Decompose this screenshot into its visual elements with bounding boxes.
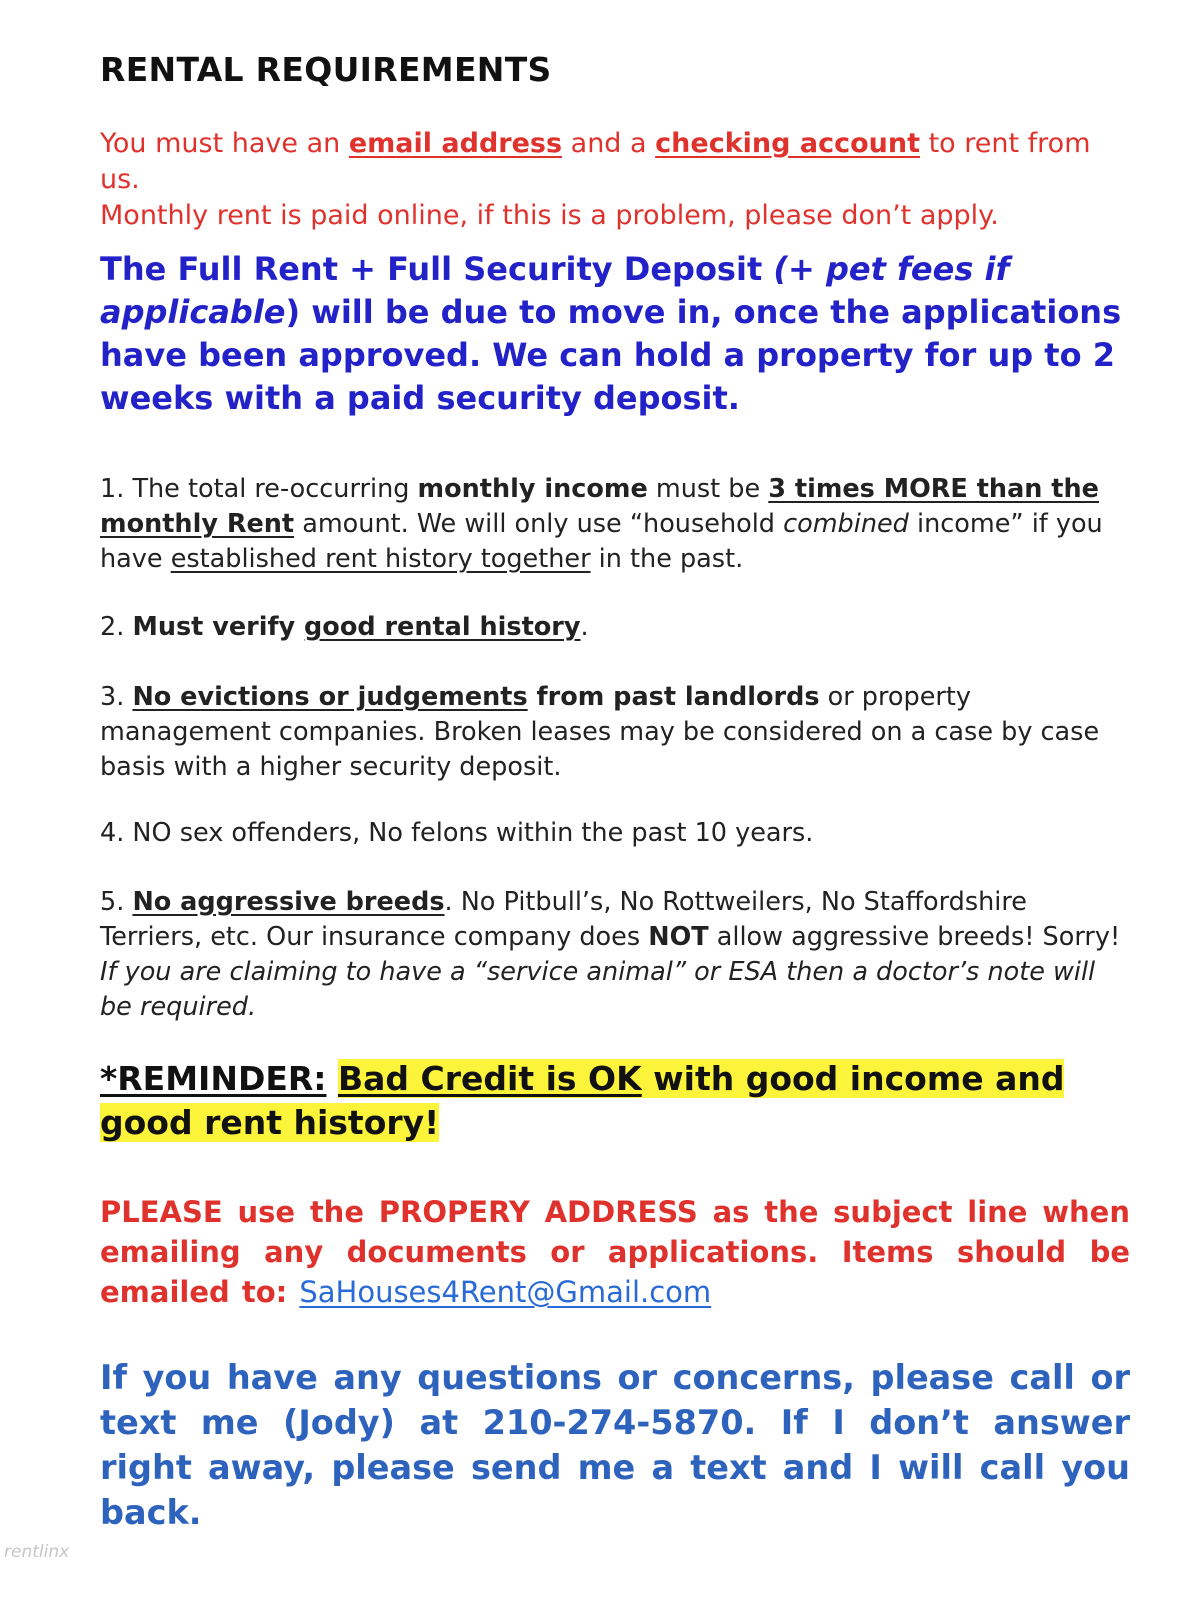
email-address-term: email address: [348, 128, 563, 159]
rule-offenders: 4. NO sex offenders, No felons within the past 10 years.: [100, 818, 814, 848]
rule-text: amount. We will only use “household: [294, 509, 784, 539]
pet-fees-note: (+ pet fees if applicable: [100, 250, 1010, 331]
deposit-text-2: ) will be due to move in, once the applications have been approved. We can hold a property for up to 2 weeks with a paid security deposit.: [100, 293, 1122, 417]
rule-text: income” if you have: [100, 509, 1103, 574]
email-link[interactable]: SaHouses4Rent@Gmail.com: [299, 1275, 712, 1309]
rule-number: 1.: [100, 474, 133, 504]
reminder-label: *REMINDER:: [100, 1059, 327, 1098]
rule-text: or property management companies. Broken leases may be considered on a case by case basis with a higher security deposit.: [100, 682, 1100, 782]
income-ratio-term: 3 times MORE than the monthly Rent: [100, 474, 1099, 539]
rule-income: [100, 472, 1130, 577]
rule-text: The total re-occurring: [132, 474, 418, 504]
rule-text: .: [580, 612, 589, 642]
evictions-term: No evictions or judgements: [132, 682, 528, 712]
intro-text-3: to rent from us.: [100, 128, 1091, 195]
checking-account-term: checking account: [655, 128, 920, 159]
rule-evictions: [100, 680, 1130, 785]
email-instructions-text: PLEASE use the PROPERY ADDRESS as the subject line when emailing any documents or applications. Items should be emailed to:: [100, 1195, 1130, 1309]
email-instructions: [100, 1192, 1130, 1312]
bad-credit-term: Bad Credit is OK: [338, 1059, 642, 1098]
reminder-banner: [100, 1057, 1130, 1145]
rule-text: allow aggressive breeds! Sorry!: [708, 922, 1121, 952]
intro-line-2: Monthly rent is paid online, if this is a problem, please don’t apply.: [100, 200, 999, 231]
watermark-logo: rentlinx: [4, 1542, 70, 1562]
rental-history-term: good rental history: [304, 612, 581, 642]
reminder-text: with good income and good rent history!: [100, 1059, 1065, 1142]
rent-history-term: established rent history together: [170, 544, 591, 574]
rule-text: must be: [647, 474, 769, 504]
intro-requirement: [100, 126, 1130, 234]
rule-number: 2.: [100, 612, 133, 642]
rule-text: . No Pitbull’s, No Rottweilers, No Staffordshire Terriers, etc. Our insurance company does: [100, 887, 1027, 952]
rule-number: 3.: [100, 682, 133, 712]
page-title: RENTAL REQUIREMENTS: [100, 50, 552, 89]
rule-rental-history: [100, 610, 1130, 645]
service-animal-note: If you are claiming to have a “service animal” or ESA then a doctor’s note will be required.: [100, 957, 1096, 1022]
rule-number: 5.: [100, 887, 133, 917]
intro-text-1: You must have an: [100, 128, 349, 159]
rule-text: in the past.: [590, 544, 744, 574]
monthly-income-term: monthly income: [417, 474, 648, 504]
rule-pets: [100, 885, 1130, 1025]
intro-text-2: and a: [562, 128, 656, 159]
rule-text: from past landlords: [527, 682, 820, 712]
deposit-text-1: The Full Rent + Full Security Deposit: [100, 250, 774, 288]
rule-text: Must verify: [132, 612, 305, 642]
reminder-space: [327, 1059, 339, 1098]
aggressive-breeds-term: No aggressive breeds: [132, 887, 445, 917]
combined-term: combined: [783, 509, 909, 539]
deposit-notice: [100, 248, 1130, 420]
not-term: NOT: [648, 922, 709, 952]
contact-info: If you have any questions or concerns, please call or text me (Jody) at 210-274-5870. If I don’t answer right away, please send me a text and I will call you back.: [100, 1358, 1130, 1532]
